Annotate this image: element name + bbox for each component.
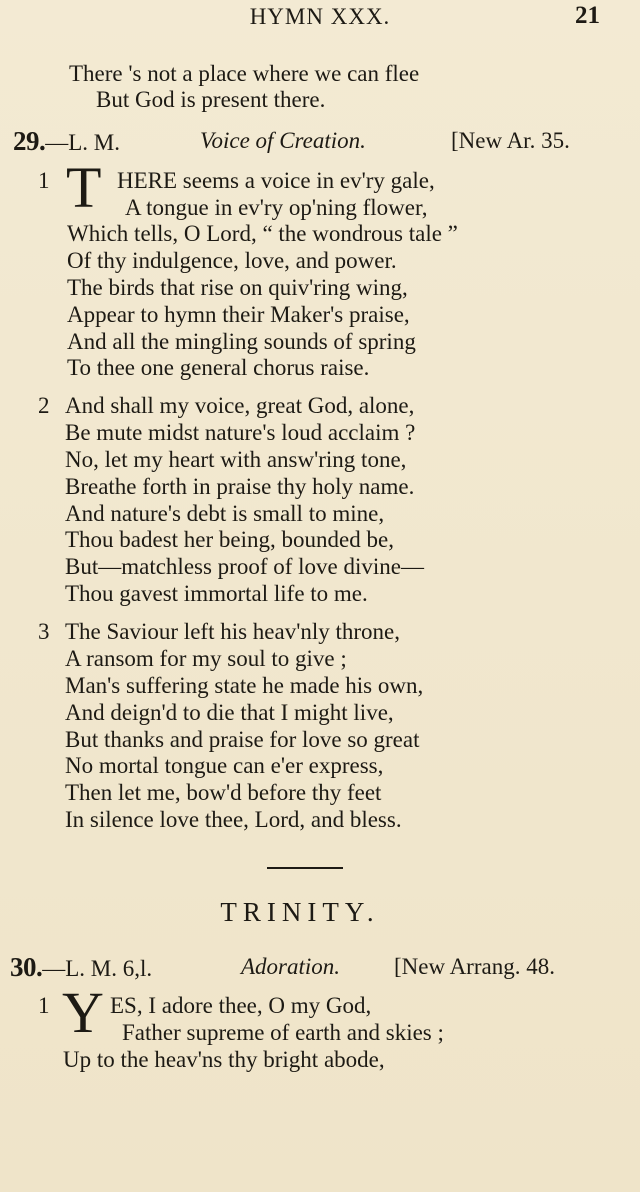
verse-line: To thee one general chorus raise.	[67, 355, 370, 380]
section-title: TRINITY.	[220, 897, 380, 927]
hymn-30-title: Adoration.	[241, 954, 341, 979]
verse-line: And all the mingling sounds of spring	[67, 329, 416, 354]
dropcap-letter: T	[66, 155, 102, 220]
verse-line: Man's suffering state he made his own,	[65, 673, 424, 698]
verse-number: 1	[38, 993, 50, 1018]
verse-line: Of thy indulgence, love, and power.	[67, 248, 397, 273]
verse-line: But—matchless proof of love divine—	[65, 554, 424, 579]
verse-line: The birds that rise on quiv'ring wing,	[67, 275, 408, 300]
verse-line: Appear to hymn their Maker's praise,	[67, 302, 410, 327]
verse-line: Then let me, bow'd before thy feet	[65, 780, 382, 805]
verse-line: ES, I adore thee, O my God,	[110, 993, 372, 1018]
verse-line: No, let my heart with answ'ring tone,	[65, 447, 407, 472]
verse-line: In silence love thee, Lord, and bless.	[65, 807, 402, 832]
verse-line: The Saviour left his heav'nly throne,	[65, 619, 401, 644]
hymn-30-meter: —L. M. 6,l.	[42, 956, 153, 981]
verse-number: 2	[38, 393, 50, 418]
verse-line: A tongue in ev'ry op'ning flower,	[125, 195, 428, 220]
verse-line: Be mute midst nature's loud acclaim ?	[65, 420, 416, 445]
hymn-29-number	[13, 128, 120, 156]
verse-line: Up to the heav'ns thy bright abode,	[63, 1047, 385, 1072]
section-divider	[267, 867, 343, 869]
verse-line: Father supreme of earth and skies ;	[122, 1020, 444, 1045]
verse-line: Breathe forth in praise thy holy name.	[65, 474, 415, 499]
verse-line: And deign'd to die that I might live,	[65, 700, 394, 725]
hymn-30-tune: [New Arrang. 48.	[394, 954, 555, 979]
verse-number: 1	[38, 168, 50, 193]
carryover-line-2: But God is present there.	[96, 87, 326, 112]
verse-line: Which tells, O Lord, “ the wondrous tale ”	[67, 221, 458, 246]
verse-line: HERE seems a voice in ev'ry gale,	[117, 168, 435, 193]
hymn-30-number-text: 30.	[10, 952, 43, 982]
hymn-30-number	[10, 954, 152, 982]
hymn-29-tune: [New Ar. 35.	[451, 128, 570, 153]
page-number: 21	[575, 2, 600, 29]
hymn-29-number-text: 29.	[13, 126, 46, 156]
verse-number: 3	[38, 619, 50, 644]
hymn-29-meter: —L. M.	[45, 130, 120, 155]
verse-line: No mortal tongue can e'er express,	[65, 753, 384, 778]
dropcap-letter: Y	[62, 980, 104, 1045]
verse-line: A ransom for my soul to give ;	[65, 646, 347, 671]
verse-line: And shall my voice, great God, alone,	[65, 393, 415, 418]
verse-line: Thou badest her being, bounded be,	[65, 527, 394, 552]
verse-line: And nature's debt is small to mine,	[65, 501, 385, 526]
running-title: HYMN XXX.	[249, 4, 391, 29]
carryover-line-1: There 's not a place where we can flee	[69, 61, 420, 86]
verse-line: But thanks and praise for love so great	[65, 727, 420, 752]
verse-line: Thou gavest immortal life to me.	[65, 581, 368, 606]
hymn-29-title: Voice of Creation.	[200, 128, 366, 153]
